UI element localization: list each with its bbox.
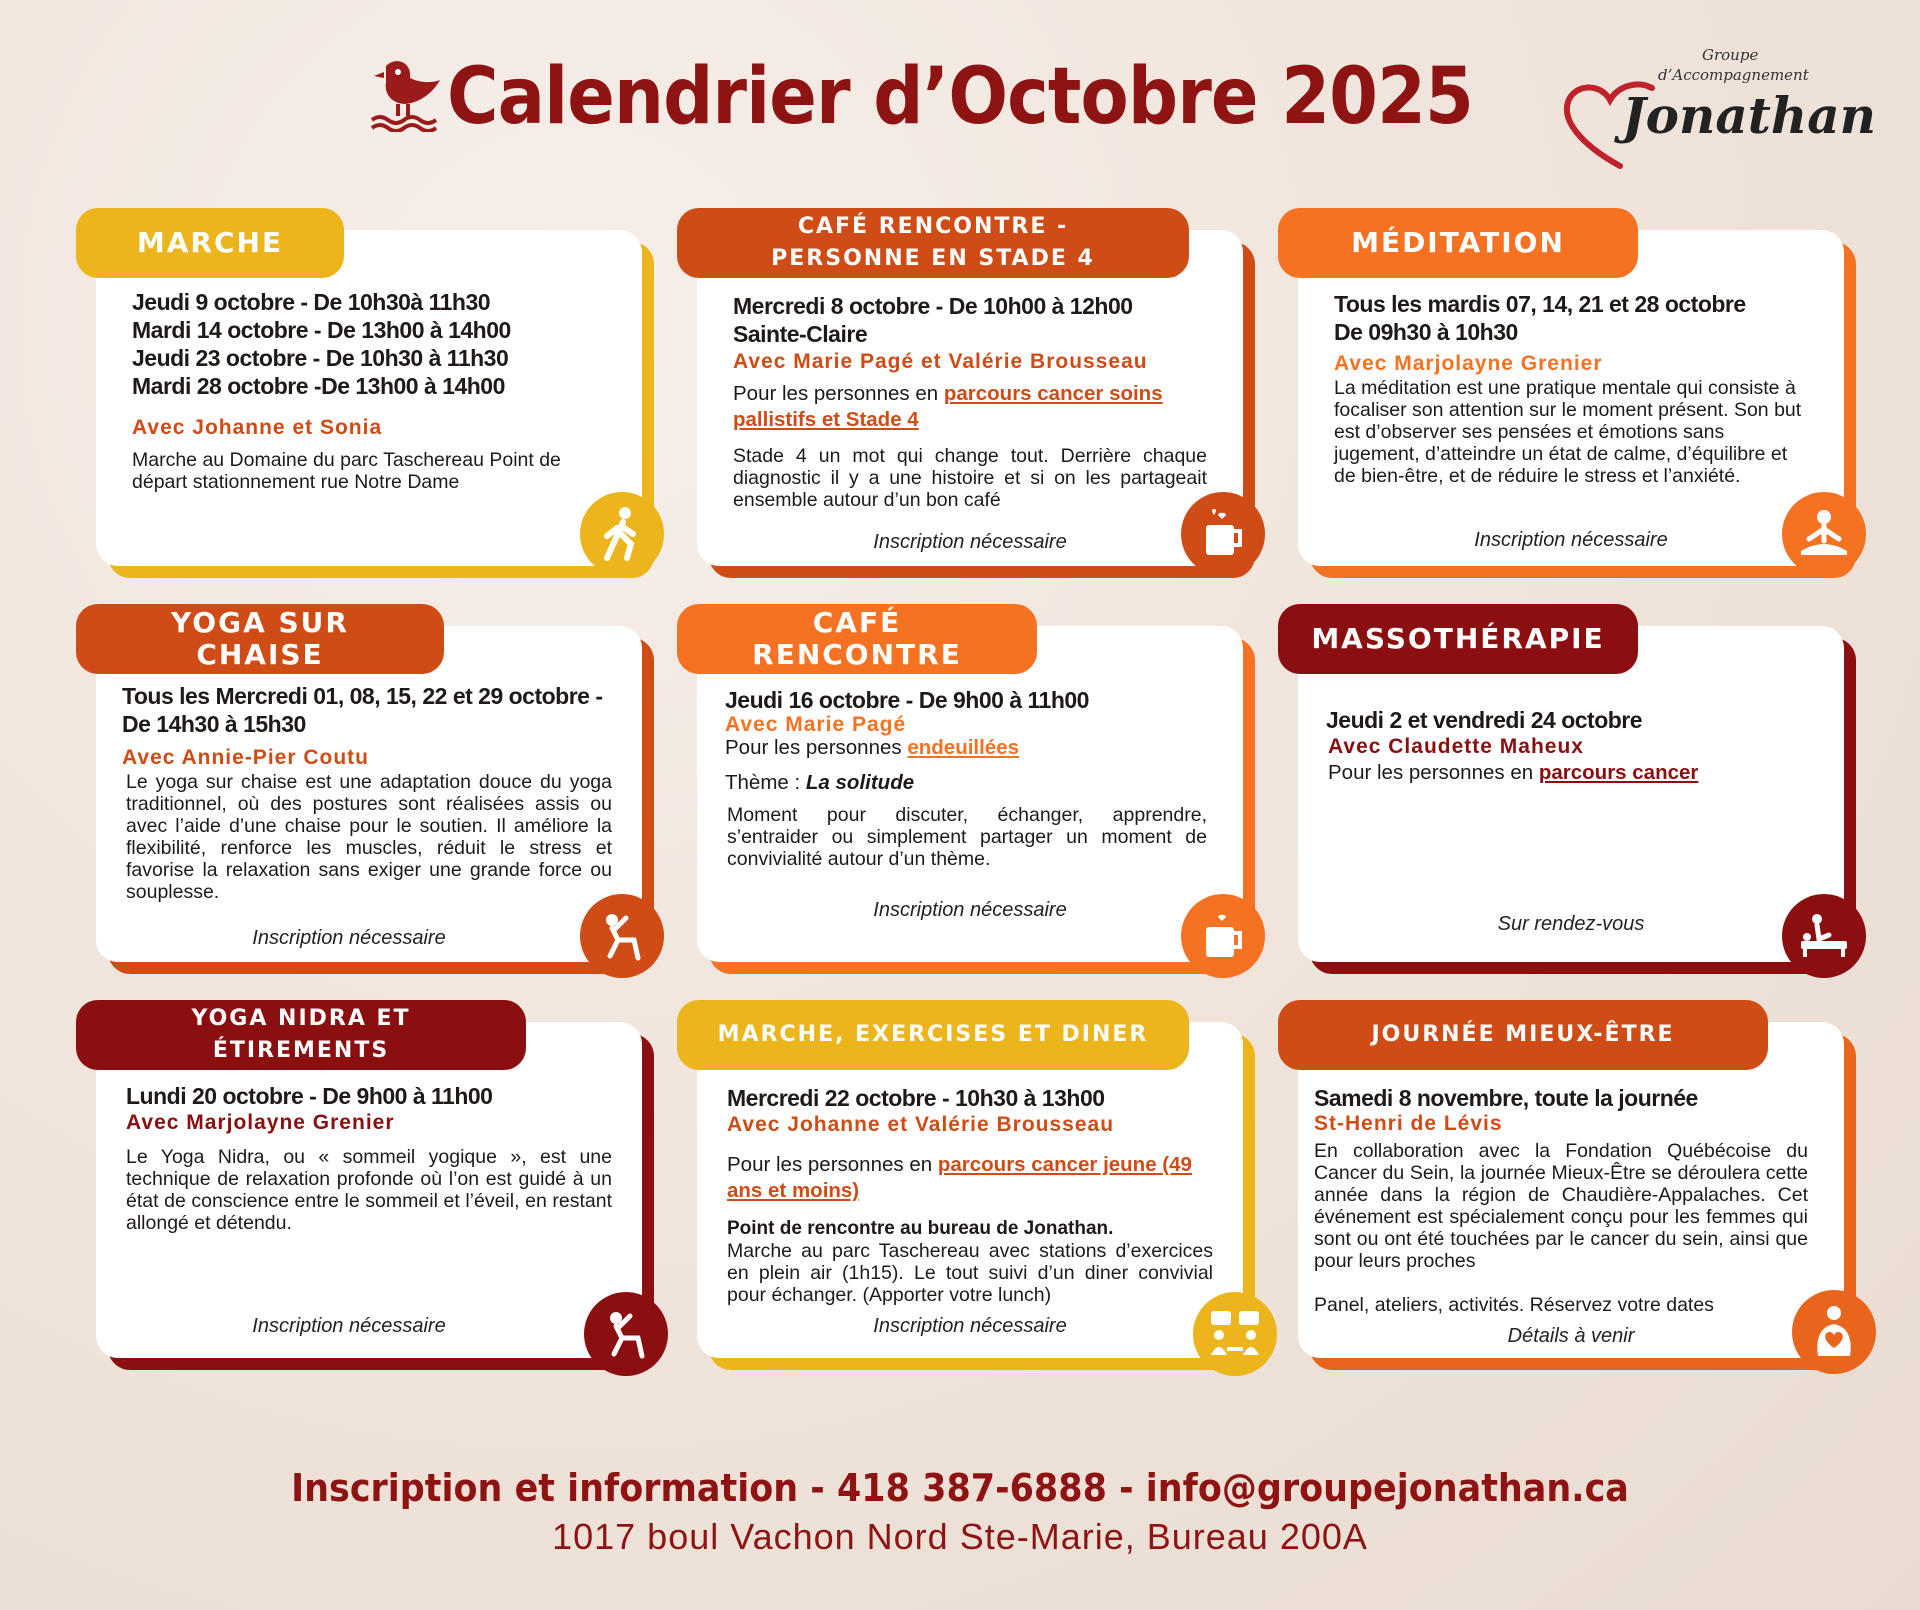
tag-cafe-stade4: CAFÉ RENCONTRE - PERSONNE EN STADE 4	[677, 208, 1189, 278]
date-line: Mardi 14 octobre - De 13h00 à 14h00	[132, 317, 511, 343]
walking-person-icon	[580, 492, 664, 576]
jonathan-logo: Groupe d’Accompagnement Jonathan	[1560, 44, 1820, 174]
date-line: Jeudi 9 octobre - De 10h30à 11h30	[132, 289, 491, 315]
link-parcours[interactable]: parcours cancer soins pallistifs et Stade 4	[733, 382, 1163, 431]
contact-info: Inscription et information - 418 387-6888 - info@groupejonathan.ca	[291, 1466, 1629, 1510]
card-yoga-chaise: Tous les Mercredi 01, 08, 15, 22 et 29 octobre - De 14h30 à 15h30 Avec Annie-Pier Coutu Le yoga sur chaise est une adaptation douce du yoga traditionnel, où des postures sont réalisées assis ou avec l’aide d’une chaise pour le soutien. Il améliore la flexibilité, renforce les muscles, réduit le stress et favorise la relaxation sans exiger une grande force ou souplesse. Inscription nécessaire YOGA SUR CHAISE	[96, 626, 656, 976]
card-cafe-rencontre: Jeudi 16 octobre - De 9h00 à 11h00 Avec Marie Pagé Pour les personnes endeuillées Thème : La solitude Moment pour discuter, échanger, apprendre, s’entraider ou simplement partager un moment de convivialité autour d’un thème. Inscription nécessaire CAFÉ RENCONTRE	[697, 626, 1257, 976]
address: 1017 boul Vachon Nord Ste-Marie, Bureau 200A	[552, 1516, 1368, 1557]
link-parcours[interactable]: parcours cancer jeune (49 ans et moins)	[727, 1153, 1192, 1202]
tag-marche: MARCHE	[76, 208, 344, 278]
yoga-pose-icon	[580, 894, 664, 978]
yoga-pose-icon	[584, 1292, 668, 1376]
card-cafe-stade4: Mercredi 8 octobre - De 10h00 à 12h00 Sainte-Claire Avec Marie Pagé et Valérie Brousseau Pour les personnes en parcours cancer soins pallistifs et Stade 4 Stade 4 un mot qui change tout. Derrière chaque diagnostic il y a une histoire et si on les partageait ensemble autour d’un bon café Inscription nécessaire CAFÉ RENCONTRE - PERSONNE EN STADE 4	[697, 230, 1257, 580]
tag-meditation: MÉDITATION	[1278, 208, 1638, 278]
group-chat-icon	[1193, 1292, 1277, 1376]
link-endeuillees[interactable]: endeuillées	[907, 736, 1020, 759]
page-title: Calendrier d’Octobre 2025	[447, 52, 1473, 142]
meditation-icon	[1782, 492, 1866, 576]
coffee-cup-icon	[1181, 492, 1265, 576]
card-massotherapie: Jeudi 2 et vendredi 24 octobre Avec Claudette Maheux Pour les personnes en parcours cancer Sur rendez-vous MASSOTHÉRAPIE	[1298, 626, 1858, 976]
tag-yoga-nidra: YOGA NIDRA ET ÉTIREMENTS	[76, 1000, 526, 1070]
tag-marche-diner: MARCHE, EXERCISES ET DINER	[677, 1000, 1189, 1070]
date-line: Mardi 28 octobre -De 13h00 à 14h00	[132, 373, 505, 399]
date-line: Jeudi 23 octobre - De 10h30 à 11h30	[132, 345, 509, 371]
card-marche-diner: Mercredi 22 octobre - 10h30 à 13h00 Avec Johanne et Valérie Brousseau Pour les personnes en parcours cancer jeune (49 ans et moins) Point de rencontre au bureau de Jonathan. Marche au parc Taschereau avec stations d’exercices en plein air (1h15). Le tout suivi d’un diner convivial pour échanger. (Apporter votre lunch) Inscription nécessaire MARCHE, EXERCISES ET DINER	[697, 1022, 1257, 1372]
tag-journee-mieux-etre: JOURNÉE MIEUX-ÊTRE	[1278, 1000, 1768, 1070]
tag-cafe-rencontre: CAFÉ RENCONTRE	[677, 604, 1037, 674]
self-care-heart-icon	[1792, 1290, 1876, 1374]
card-journee-mieux-etre: Samedi 8 novembre, toute la journée St-Henri de Lévis En collaboration avec la Fondation Québécoise du Cancer du Sein, la journée Mieux-Être se déroulera cette année dans la région de Chaudière-Appalaches. Cet événement est spécialement conçu pour les femmes qui sont ou ont été touchées par le cancer du sein, ainsi que pour leurs proches Panel, ateliers, activités. Réservez votre dates Détails à venir JOURNÉE MIEUX-ÊTRE	[1298, 1022, 1858, 1372]
tag-massotherapie: MASSOTHÉRAPIE	[1278, 604, 1638, 674]
facilitator: Avec Johanne et Sonia	[132, 416, 383, 439]
inscription-note: Inscription nécessaire	[873, 531, 1067, 553]
card-meditation: Tous les mardis 07, 14, 21 et 28 octobre De 09h30 à 10h30 Avec Marjolayne Grenier La méditation est une pratique mentale qui consiste à focaliser son attention sur le moment présent. Son but est d’observer ses pensées et émotions sans jugement, d’atteindre un état de calme, d’équilibre et de bien-être, et de réduire le stress et l’anxiété. Inscription nécessaire MÉDITATION	[1298, 230, 1858, 580]
tag-yoga-chaise: YOGA SUR CHAISE	[76, 604, 444, 674]
card-yoga-nidra: Lundi 20 octobre - De 9h00 à 11h00 Avec Marjolayne Grenier Le Yoga Nidra, ou « sommeil yogique », est une technique de relaxation profonde où l’on est guidé à un état de conscience entre le sommeil et l’éveil, en restant allongé et détendu. Inscription nécessaire YOGA NIDRA ET ÉTIREMENTS	[96, 1022, 656, 1372]
coffee-cup-icon	[1181, 894, 1265, 978]
link-parcours[interactable]: parcours cancer	[1538, 761, 1699, 784]
massage-icon	[1782, 894, 1866, 978]
card-marche	[96, 226, 656, 580]
description: Marche au Domaine du parc Taschereau Point de départ stationnement rue Notre Dame	[132, 449, 561, 493]
